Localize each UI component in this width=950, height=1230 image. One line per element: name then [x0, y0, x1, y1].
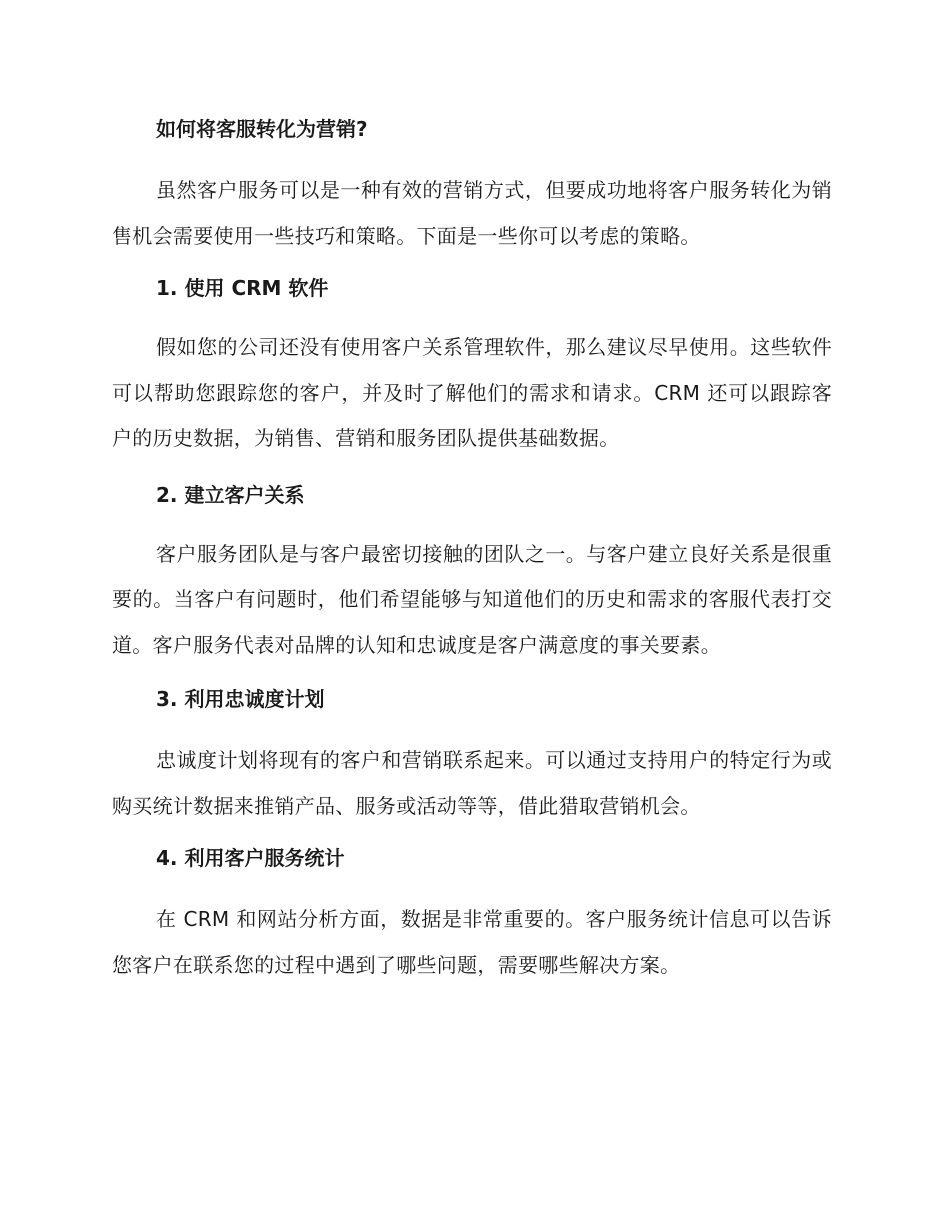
section-heading-loyalty: 3. 利用忠诚度计划	[156, 687, 325, 711]
section-heading-relationship: 2. 建立客户关系	[156, 482, 305, 507]
section-heading-crm: 1. 使用 CRM 软件	[156, 276, 329, 300]
section-body-statistics: 在 CRM 和网站分析方面，数据是非常重要的。客户服务统计信息可以告诉您客户在联系您的过程中遇到了哪些问题，需要哪些解决方案。	[112, 907, 832, 977]
document-title: 如何将客服转化为营销?	[156, 117, 368, 141]
section-heading-statistics: 4. 利用客户服务统计	[156, 846, 345, 870]
section-body-loyalty: 忠诚度计划将现有的客户和营销联系起来。可以通过支持用户的特定行为或购买统计数据来推销产品、服务或活动等等，借此猎取营销机会。	[112, 748, 832, 818]
document-body	[112, 112, 832, 988]
section-body-crm: 假如您的公司还没有使用客户关系管理软件，那么建议尽早使用。这些软件可以帮助您跟踪您的客户，并及时了解他们的需求和请求。CRM 还可以跟踪客户的历史数据，为销售、营销和服务团队提供基础数据。	[112, 335, 832, 450]
intro-paragraph: 虽然客户服务可以是一种有效的营销方式，但要成功地将客户服务转化为销售机会需要使用一些技巧和策略。下面是一些你可以考虑的策略。	[112, 178, 832, 248]
section-body-relationship: 客户服务团队是与客户最密切接触的团队之一。与客户建立良好关系是很重要的。当客户有问题时，他们希望能够与知道他们的历史和需求的客服代表打交道。客户服务代表对品牌的认知和忠诚度是客户满意度的事关要素。	[112, 541, 832, 657]
